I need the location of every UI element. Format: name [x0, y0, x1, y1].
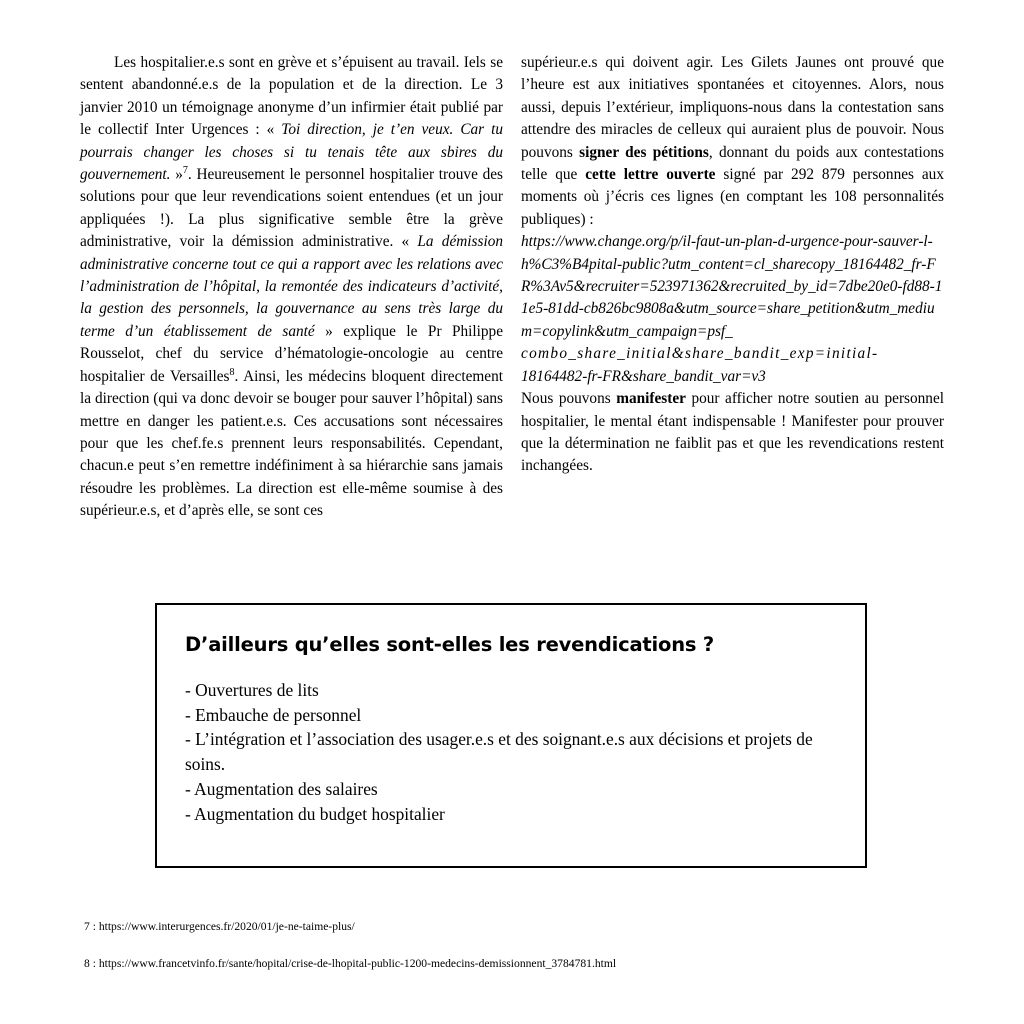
list-item: - Augmentation du budget hospitalier — [185, 803, 445, 824]
bold-lettre-ouverte: cette lettre ouverte — [585, 166, 716, 184]
quoted-testimony-italic: Toi direction, je t’en veux. Car tu pourrais changer les choses si tu tenais tête aux sbires du gouvernement. — [80, 121, 503, 184]
left-column-paragraph — [80, 52, 503, 523]
footnote-7[interactable]: 7 : https://www.interurgences.fr/2020/01/je-ne-taime-plus/ — [84, 920, 355, 933]
text-run: supérieur.e.s qui doivent agir. Les Gilets Jaunes ont prouvé que l’heure est aux initiatives spontanées et citoyennes. Alors, nous aussi, depuis l’extérieur, impliquons-nous dans la contestation sans attendre des miracles de celleux qui auraient plus de pouvoir. Nous pouvons — [521, 54, 944, 161]
text-run: , donnant du poids aux contestations telle que — [521, 143, 944, 184]
two-column-body — [80, 52, 944, 523]
right-column-paragraph-1 — [521, 52, 944, 231]
text-run: pour afficher notre soutien au personnel hospitalier, le mental étant indispensable ! Manifester pour prouver que la détermination ne faiblit pas et que les revendications restent inchangées. — [521, 390, 944, 475]
right-column — [521, 52, 944, 523]
callout-title: D’ailleurs qu’elles sont-elles les revendications ? — [185, 633, 715, 656]
list-item: - Embauche de personnel — [185, 704, 362, 725]
revendications-callout-box — [155, 603, 867, 868]
list-item: - Ouvertures de lits — [185, 680, 319, 700]
callout-list — [185, 678, 837, 826]
right-column-paragraph-2 — [521, 388, 944, 478]
list-item: - Augmentation des salaires — [185, 778, 378, 799]
text-run: » explique le Pr Philippe Rousselot, chef du service d’hématologie-oncologie au centre hospitalier de Versailles — [80, 322, 503, 385]
petition-url-line-3[interactable]: 18164482-fr-FR&share_bandit_var=v3 — [521, 367, 766, 385]
text-run: » — [170, 166, 183, 184]
text-run: . Ainsi, les médecins bloquent directement la direction (qui va donc devoir se bouger pour sauver l’hôpital) sans mettre en danger les patient.e.s. Ces accusations sont nécessaires pour que les chef.fe.s prennent leurs responsabilités. Cependant, chacun.e peut s’en remettre indéfiniment à sa hiérarchie sans jamais résoudre les problèmes. La direction est elle-même soumise à des supérieur.e.s, et d’après elle, se sont ces — [80, 367, 503, 520]
footnote-ref-7: 7 — [182, 164, 188, 176]
footnote-8[interactable]: 8 : https://www.francetvinfo.fr/sante/hopital/crise-de-lhopital-public-1200-medecins-demissionnent_3784781.html — [84, 957, 617, 971]
text-run: signé par 292 879 personnes aux moments où j’écris ces lignes (en comptant les 108 personnalités publiques) : — [521, 166, 944, 228]
bold-signer-petitions: signer des pétitions — [579, 143, 709, 161]
petition-url-line-2[interactable]: combo_share_initial&share_bandit_exp=initial- — [521, 345, 879, 363]
left-column — [80, 52, 503, 523]
list-item: - L’intégration et l’association des usager.e.s et des soignant.e.s aux décisions et projets de soins. — [185, 729, 813, 775]
bold-manifester: manifester — [616, 390, 686, 408]
petition-url-line-1[interactable]: https://www.change.org/p/il-faut-un-plan-d-urgence-pour-sauver-l-h%C3%B4pital-public?utm_content=cl_sharecopy_18164482_fr-FR%3Av5&recruiter=523971362&recruited_by_id=7dbe20e0-fd88-11e5-81dd-cb826bc9808a&utm_source=share_petition&utm_medium=copylink&utm_campaign=psf_ — [521, 233, 943, 340]
text-run: Nous pouvons — [521, 390, 617, 408]
footnotes-section — [84, 918, 944, 993]
quoted-definition-italic: La démission administrative concerne tout ce qui a rapport avec les relations avec l’administration de l’hôpital, la remontée des indicateurs d’activité, la gestion des personnels, la gouvernance au sens très large du terme d’un établissement de santé — [80, 233, 503, 340]
text-run: . Heureusement le personnel hospitalier trouve des solutions pour que leur revendications soient entendues (et un jour appliquées !). La plus significative semble être la grève administrative, voir la démission administrative. « — [80, 166, 503, 251]
text-run: Les hospitalier.e.s sont en grève et s’épuisent au travail. Iels se sentent abandonné.e.s de la population et de la direction. Le 3 janvier 2010 un témoignage anonyme d’un infirmier était publié par le collectif Inter Urgences : « — [80, 54, 503, 139]
footnote-ref-8: 8 — [229, 366, 235, 378]
